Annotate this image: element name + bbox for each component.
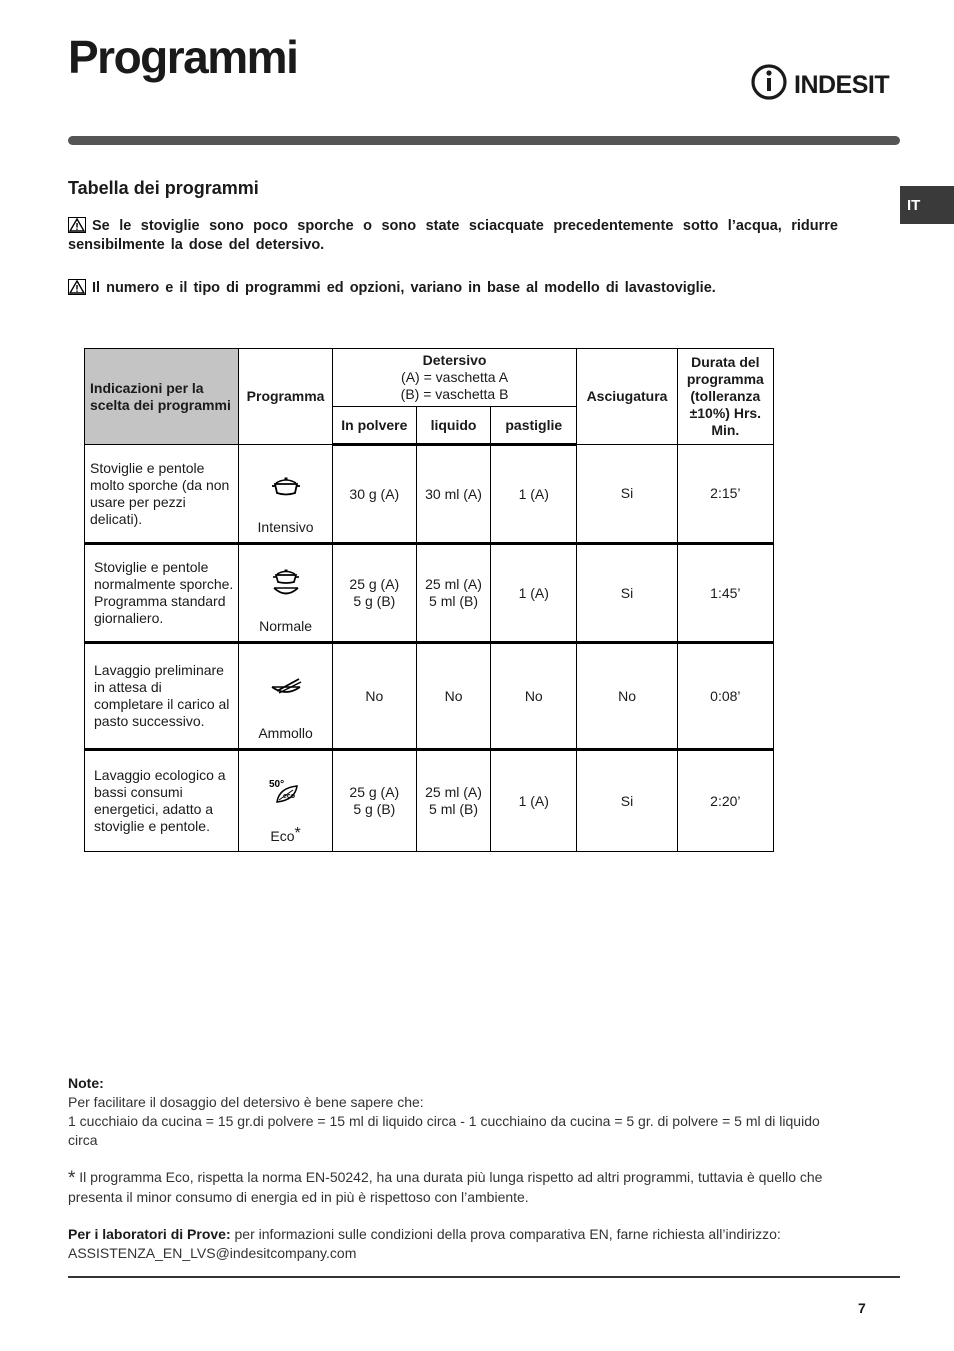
cell-durata: 0:08’ (677, 643, 773, 750)
cell-liquido (416, 544, 490, 643)
pot-icon (270, 471, 302, 501)
program-name: Ammollo (258, 725, 313, 741)
notes-section (68, 1074, 853, 1263)
cell-polvere (332, 643, 416, 750)
program-description: Stoviglie e pentole molto sporche (da non usare per pezzi delicati). (85, 445, 239, 544)
cell-value: 5 ml (B) (429, 801, 479, 817)
program-cell (239, 750, 332, 852)
warning-text: Il numero e il tipo di programmi ed opzioni, variano in base al modello di lavastoviglie. (92, 280, 716, 296)
warning-icon (68, 279, 86, 295)
page-title: Programmi (68, 31, 298, 83)
page-number: 7 (858, 1300, 866, 1316)
cell-liquido (416, 445, 490, 544)
cell-value: No (444, 687, 463, 704)
cell-durata: 2:20’ (677, 750, 773, 852)
detersivo-title: Detersivo (422, 352, 487, 368)
cell-value: 5 ml (B) (429, 593, 479, 609)
eco-footnote (68, 1168, 853, 1207)
header-pastiglie: pastiglie (491, 407, 577, 445)
warning-note (68, 279, 838, 298)
cell-asciugatura: Si (577, 544, 677, 643)
lab-note-text: per informazioni sulle condizioni della prova comparativa EN, farne richiesta all’indirizzo: ASSISTENZA_EN_LVS@indesitcompany.com (68, 1226, 781, 1261)
cell-liquido (416, 643, 490, 750)
pot-and-plate-icon (270, 567, 302, 601)
program-cell (239, 643, 332, 750)
program-description: Lavaggio ecologico a bassi consumi energetici, adatto a stoviglie e pentole. (85, 750, 239, 852)
lab-note (68, 1225, 853, 1263)
cell-value: 25 g (A) (349, 576, 400, 592)
cell-durata: 2:15’ (677, 445, 773, 544)
warning-icon (68, 217, 86, 233)
cell-value: 25 g (A) (349, 784, 400, 800)
table-row (85, 750, 774, 852)
table-row (85, 643, 774, 750)
header-durata: Durata del programma (tolleranza ±10%) Hrs. Min. (677, 349, 773, 445)
cell-pastiglie: 1 (A) (491, 750, 577, 852)
warning-text: Se le stoviglie sono poco sporche o sono state sciacquate precedentemente sotto l’acqua, ridurre sensibilmente la dose del detersivo. (68, 218, 838, 253)
cell-asciugatura: No (577, 643, 677, 750)
table-row (85, 445, 774, 544)
table-row (85, 544, 774, 643)
cell-value: 30 ml (A) (425, 485, 482, 502)
svg-text:eco: eco (282, 793, 295, 800)
header-in-polvere: In polvere (332, 407, 416, 445)
table-header-row (85, 349, 774, 407)
cell-value: 30 g (A) (349, 485, 400, 502)
header-detersivo (332, 349, 577, 407)
program-name: Intensivo (257, 519, 314, 535)
soak-icon (269, 675, 303, 699)
cell-pastiglie: No (491, 643, 577, 750)
cell-pastiglie: 1 (A) (491, 544, 577, 643)
program-cell (239, 445, 332, 544)
header-liquido: liquido (416, 407, 490, 445)
footnote-star: * (68, 1168, 76, 1189)
cell-value: 25 ml (A) (425, 576, 482, 592)
cell-asciugatura: Si (577, 750, 677, 852)
top-divider (68, 136, 900, 145)
cell-liquido (416, 750, 490, 852)
cell-value: 5 g (B) (353, 593, 396, 609)
section-heading: Tabella dei programmi (68, 178, 259, 198)
header-programma: Programma (239, 349, 332, 445)
lab-note-label: Per i laboratori di Prove: (68, 1226, 231, 1242)
program-name: Normale (259, 618, 313, 634)
header-indicazioni: Indicazioni per la scelta dei programmi (85, 349, 239, 445)
cell-value: No (365, 687, 384, 704)
bottom-divider (68, 1276, 900, 1278)
cell-value: 5 g (B) (353, 801, 396, 817)
notes-line: 1 cucchiaio da cucina = 15 gr.di polvere = 15 ml di liquido circa - 1 cucchiaino da cucina = 5 gr. di polvere = 5 ml di liquido circa (68, 1113, 820, 1148)
program-name (239, 825, 331, 845)
cell-polvere (332, 544, 416, 643)
indesit-logo (750, 60, 902, 106)
detersivo-legend-b: (B) = vaschetta B (400, 386, 509, 402)
programs-table (84, 348, 774, 852)
eco-footnote-text: Il programma Eco, rispetta la norma EN-50242, ha una durata più lunga rispetto ad altri programmi, tuttavia è quello che presenta il minor consumo di energia ed in più è rispettoso con l’ambiente. (68, 1169, 823, 1205)
cell-value: 25 ml (A) (425, 784, 482, 800)
svg-text:50°: 50° (268, 779, 284, 790)
footnote-star: * (294, 825, 301, 842)
eco-50-icon (267, 776, 305, 806)
cell-durata: 1:45’ (677, 544, 773, 643)
notes-line: Per facilitare il dosaggio del detersivo è bene sapere che: (68, 1094, 424, 1110)
language-tab: IT (900, 186, 954, 224)
header-asciugatura: Asciugatura (577, 349, 677, 445)
cell-polvere (332, 445, 416, 544)
cell-asciugatura: Si (577, 445, 677, 544)
cell-pastiglie: 1 (A) (491, 445, 577, 544)
warning-note (68, 217, 838, 255)
program-description: Lavaggio preliminare in attesa di completare il carico al pasto successivo. (85, 643, 239, 750)
program-cell (239, 544, 332, 643)
program-description: Stoviglie e pentole normalmente sporche. Programma standard giornaliero. (85, 544, 239, 643)
notes-title: Note: (68, 1075, 104, 1091)
program-name-text: Eco (270, 828, 295, 844)
cell-polvere (332, 750, 416, 852)
svg-text:INDESIT: INDESIT (794, 71, 890, 99)
detersivo-legend-a: (A) = vaschetta A (401, 369, 509, 385)
